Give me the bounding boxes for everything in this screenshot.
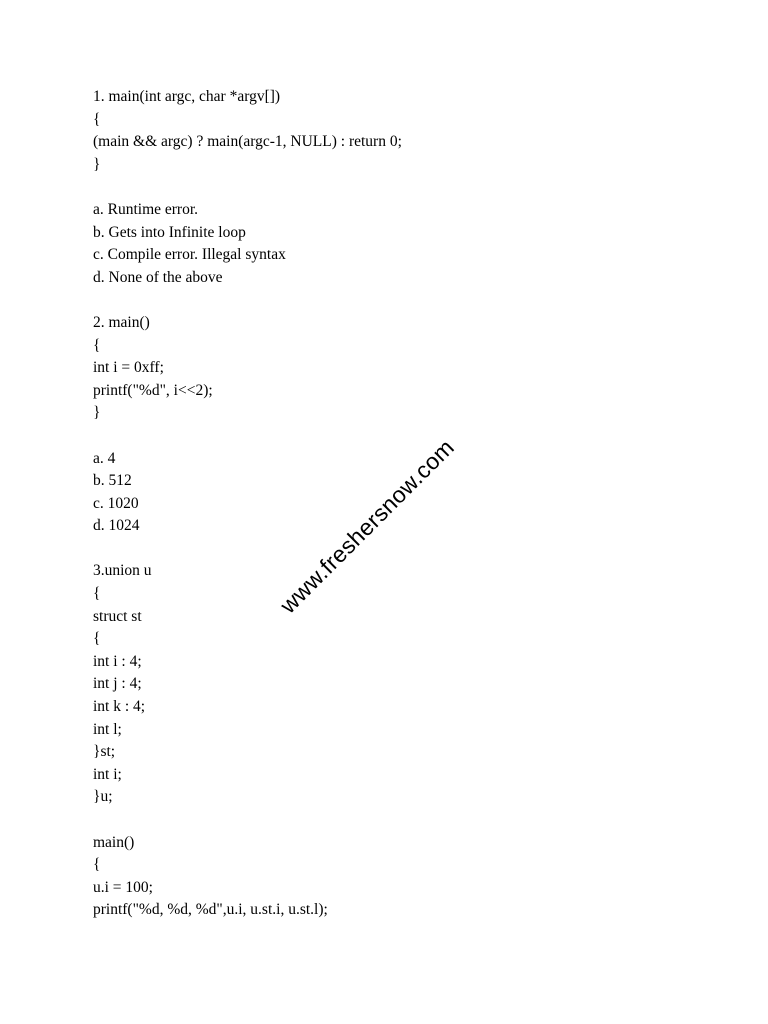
question-3-code-line: int j : 4; (93, 675, 142, 693)
question-1-option-c: c. Compile error. Illegal syntax (93, 246, 286, 264)
question-3-main-line: printf("%d, %d, %d",u.i, u.st.i, u.st.l); (93, 901, 328, 919)
question-3-code-line: struct st (93, 607, 142, 625)
question-1-option-a: a. Runtime error. (93, 200, 199, 218)
question-3-code-line: { (93, 630, 101, 648)
question-1-code-line: (main && argc) ? main(argc-1, NULL) : return 0; (93, 133, 402, 151)
question-2-code-line: int i = 0xff; (93, 359, 164, 377)
question-2-option-c: c. 1020 (93, 494, 139, 512)
question-3-code-line: int i : 4; (93, 652, 142, 670)
question-2-option-d: d. 1024 (93, 517, 140, 535)
question-3-code-line: int k : 4; (93, 698, 146, 716)
spacer (93, 425, 693, 448)
question-2-code-line: 2. main() (93, 313, 150, 331)
question-2-option-b: b. 512 (93, 472, 132, 490)
question-3-main-line: main() (93, 833, 135, 851)
spacer (93, 809, 693, 832)
question-1-code-line: } (93, 155, 101, 173)
question-2-code-line: } (93, 404, 101, 422)
question-3-code-line: }st; (93, 743, 116, 761)
question-1-code-line: 1. main(int argc, char *argv[]) (93, 88, 281, 105)
spacer (93, 538, 693, 561)
question-3-code-line: int l; (93, 720, 122, 738)
question-3-code-line: { (93, 585, 101, 603)
question-3-main-line: { (93, 856, 101, 874)
question-2-option-a: a. 4 (93, 449, 116, 467)
question-3 (93, 560, 693, 922)
question-3-main-line: u.i = 100; (93, 878, 153, 896)
question-1-option-b: b. Gets into Infinite loop (93, 223, 246, 241)
question-3-code-line: 3.union u (93, 562, 152, 580)
question-1-option-d: d. None of the above (93, 268, 223, 286)
question-2-code-line: { (93, 336, 101, 354)
question-3-code-line: }u; (93, 788, 113, 806)
spacer (93, 176, 693, 199)
question-1 (93, 86, 693, 289)
question-1-code-line: { (93, 110, 101, 128)
question-3-code-line: int i; (93, 765, 122, 783)
question-2-code-line: printf("%d", i<<2); (93, 381, 213, 399)
watermark-text: www.freshersnow.com (274, 434, 459, 619)
spacer (93, 289, 693, 312)
